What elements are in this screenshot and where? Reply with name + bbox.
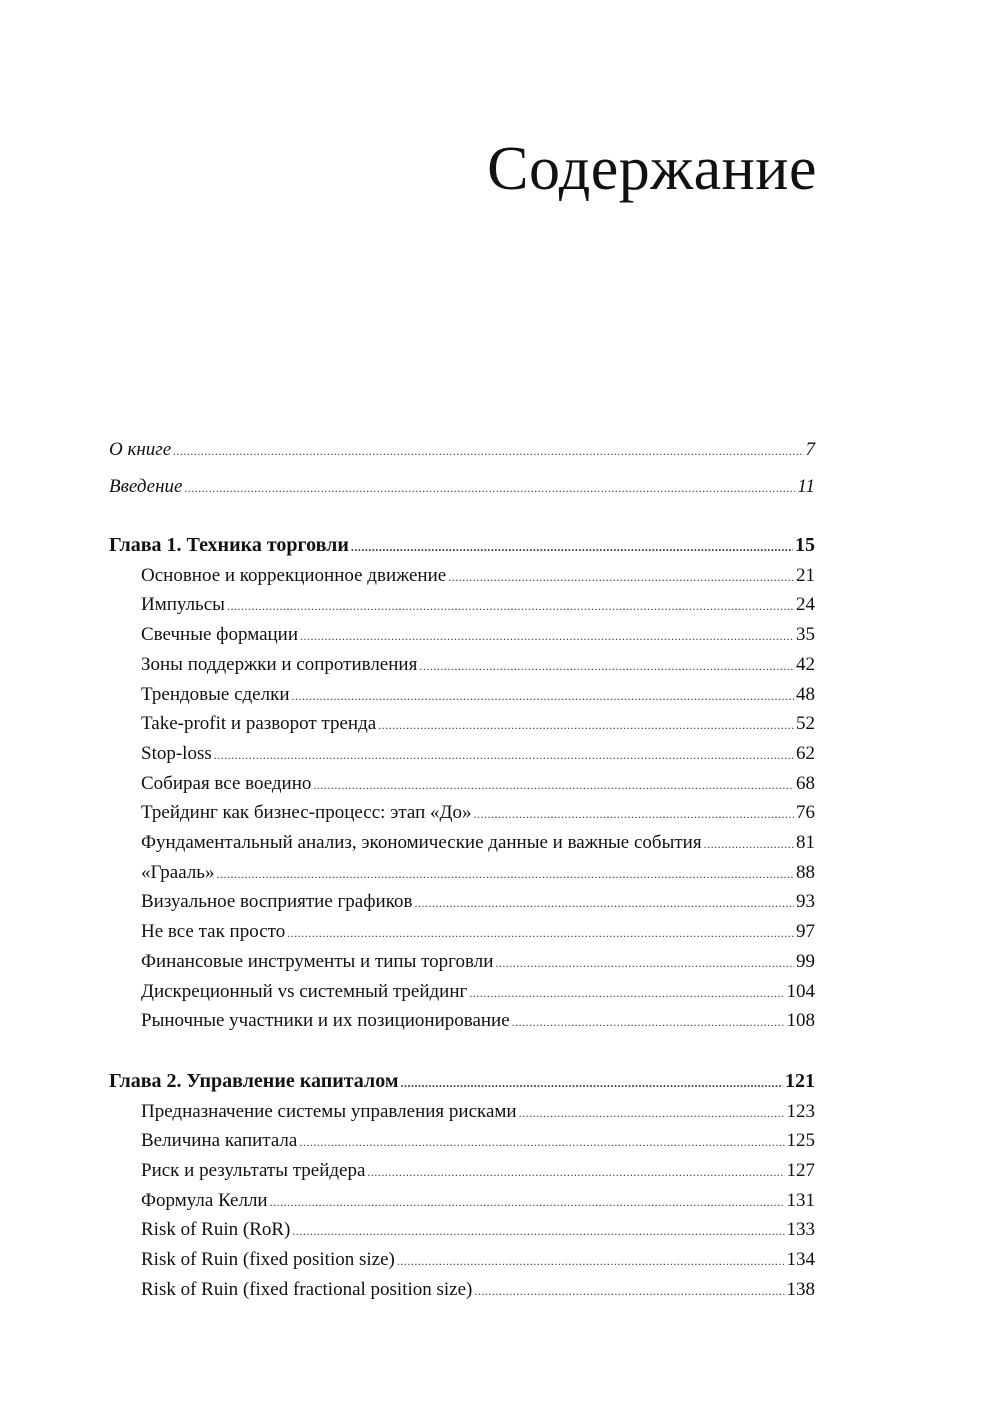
toc-entry-page: 7: [805, 439, 815, 460]
dot-leader: [400, 1069, 783, 1098]
toc-entry-page: 11: [797, 476, 815, 497]
dot-leader: [512, 1008, 785, 1037]
toc-section[interactable]: [109, 1187, 815, 1217]
toc-section[interactable]: [109, 591, 815, 621]
toc-section[interactable]: [109, 918, 815, 948]
section-page: 131: [786, 1189, 815, 1211]
section-page: 48: [796, 683, 815, 705]
section-page: 21: [796, 564, 815, 586]
section-title: Основное и коррекционное движение: [141, 564, 447, 586]
toc-section[interactable]: [109, 1216, 815, 1246]
toc-section[interactable]: [109, 651, 815, 681]
toc-section[interactable]: [109, 799, 815, 829]
section-page: 108: [786, 1010, 815, 1032]
toc-section[interactable]: [109, 859, 815, 889]
section-title: Take-profit и разворот тренда: [141, 713, 377, 735]
section-page: 68: [796, 772, 815, 794]
section-page: 52: [796, 713, 815, 735]
dot-leader: [216, 860, 794, 889]
chapter-page: 121: [785, 1069, 815, 1092]
toc-section[interactable]: [109, 710, 815, 740]
dot-leader: [378, 711, 794, 740]
dot-leader: [313, 771, 794, 800]
section-page: 134: [786, 1249, 815, 1271]
toc-section[interactable]: [109, 888, 815, 918]
section-title: Формула Келли: [141, 1189, 268, 1211]
dot-leader: [414, 889, 794, 918]
section-page: 99: [796, 950, 815, 972]
dot-leader: [291, 682, 794, 711]
section-title: Собирая все воедино: [141, 772, 312, 794]
toc-chapter-1[interactable]: [109, 531, 815, 562]
dot-leader: [419, 652, 794, 681]
section-page: 62: [796, 742, 815, 764]
dot-leader: [397, 1247, 785, 1276]
section-page: 104: [786, 980, 815, 1002]
dot-leader: [184, 471, 795, 506]
chapter-page: 15: [795, 534, 815, 556]
toc-section[interactable]: [109, 770, 815, 800]
dot-leader: [474, 1277, 784, 1306]
section-title: Risk of Ruin (fixed position size): [141, 1249, 395, 1271]
section-page: 88: [796, 861, 815, 883]
dot-leader: [287, 919, 794, 948]
toc-section[interactable]: [109, 1127, 815, 1157]
section-page: 133: [786, 1219, 815, 1241]
section-title: Фундаментальный анализ, экономические данные и важные события: [141, 832, 702, 854]
section-page: 97: [796, 921, 815, 943]
toc-section[interactable]: [109, 681, 815, 711]
dot-leader: [351, 533, 793, 562]
section-title: Рыночные участники и их позиционирование: [141, 1010, 510, 1032]
dot-leader: [300, 622, 794, 651]
toc-entry-title: О книге: [109, 439, 172, 460]
dot-leader: [469, 979, 784, 1008]
dot-leader: [270, 1188, 785, 1217]
section-page: 127: [786, 1160, 815, 1182]
toc-section[interactable]: [109, 829, 815, 859]
dot-leader: [519, 1099, 785, 1128]
toc-entry-introduction[interactable]: [109, 469, 815, 506]
dot-leader: [299, 1128, 784, 1157]
section-title: Риск и результаты трейдера: [141, 1160, 366, 1182]
section-title: Импульсы: [141, 594, 225, 616]
toc-section[interactable]: [109, 740, 815, 770]
toc-chapter-2[interactable]: [109, 1067, 815, 1098]
toc-section[interactable]: [109, 1157, 815, 1187]
section-title: Трейдинг как бизнес-процесс: этап «До»: [141, 802, 472, 824]
section-title: Финансовые инструменты и типы торговли: [141, 950, 494, 972]
section-page: 81: [796, 832, 815, 854]
table-of-contents: [109, 432, 815, 1306]
toc-section[interactable]: [109, 562, 815, 592]
dot-leader: [473, 800, 794, 829]
toc-section[interactable]: [109, 1007, 815, 1037]
section-page: 138: [786, 1278, 815, 1300]
section-title: Величина капитала: [141, 1130, 298, 1152]
toc-section[interactable]: [109, 948, 815, 978]
dot-leader: [173, 434, 803, 469]
toc-entry-title: Введение: [109, 476, 183, 497]
section-page: 24: [796, 594, 815, 616]
toc-entry-about[interactable]: [109, 432, 815, 469]
chapter-title: Глава 1. Техника торговли: [109, 534, 349, 556]
toc-section[interactable]: [109, 1098, 815, 1128]
dot-leader: [448, 563, 794, 592]
section-page: 125: [786, 1130, 815, 1152]
section-title: Свечные формации: [141, 624, 299, 646]
section-title: Зоны поддержки и сопротивления: [141, 653, 418, 675]
dot-leader: [214, 741, 794, 770]
section-page: 35: [796, 624, 815, 646]
section-title: Risk of Ruin (RoR): [141, 1219, 291, 1241]
chapter-title: Глава 2. Управление капиталом: [109, 1069, 399, 1092]
section-page: 42: [796, 653, 815, 675]
toc-section[interactable]: [109, 621, 815, 651]
toc-section[interactable]: [109, 1246, 815, 1276]
toc-section[interactable]: [109, 1276, 815, 1306]
dot-leader: [227, 592, 794, 621]
page-title: Содержание: [487, 135, 817, 203]
section-title: Трендовые сделки: [141, 683, 290, 705]
section-title: Предназначение системы управления рисками: [141, 1100, 517, 1122]
section-title: «Грааль»: [141, 861, 215, 883]
toc-section[interactable]: [109, 978, 815, 1008]
dot-leader: [292, 1217, 784, 1246]
section-page: 93: [796, 891, 815, 913]
section-title: Risk of Ruin (fixed fractional position size): [141, 1278, 473, 1300]
dot-leader: [704, 830, 794, 859]
section-title: Stop-loss: [141, 742, 212, 764]
dot-leader: [495, 949, 794, 978]
dot-leader: [367, 1158, 784, 1187]
section-title: Не все так просто: [141, 921, 286, 943]
section-title: Дискреционный vs системный трейдинг: [141, 980, 468, 1002]
section-page: 123: [786, 1100, 815, 1122]
section-page: 76: [796, 802, 815, 824]
section-title: Визуальное восприятие графиков: [141, 891, 413, 913]
